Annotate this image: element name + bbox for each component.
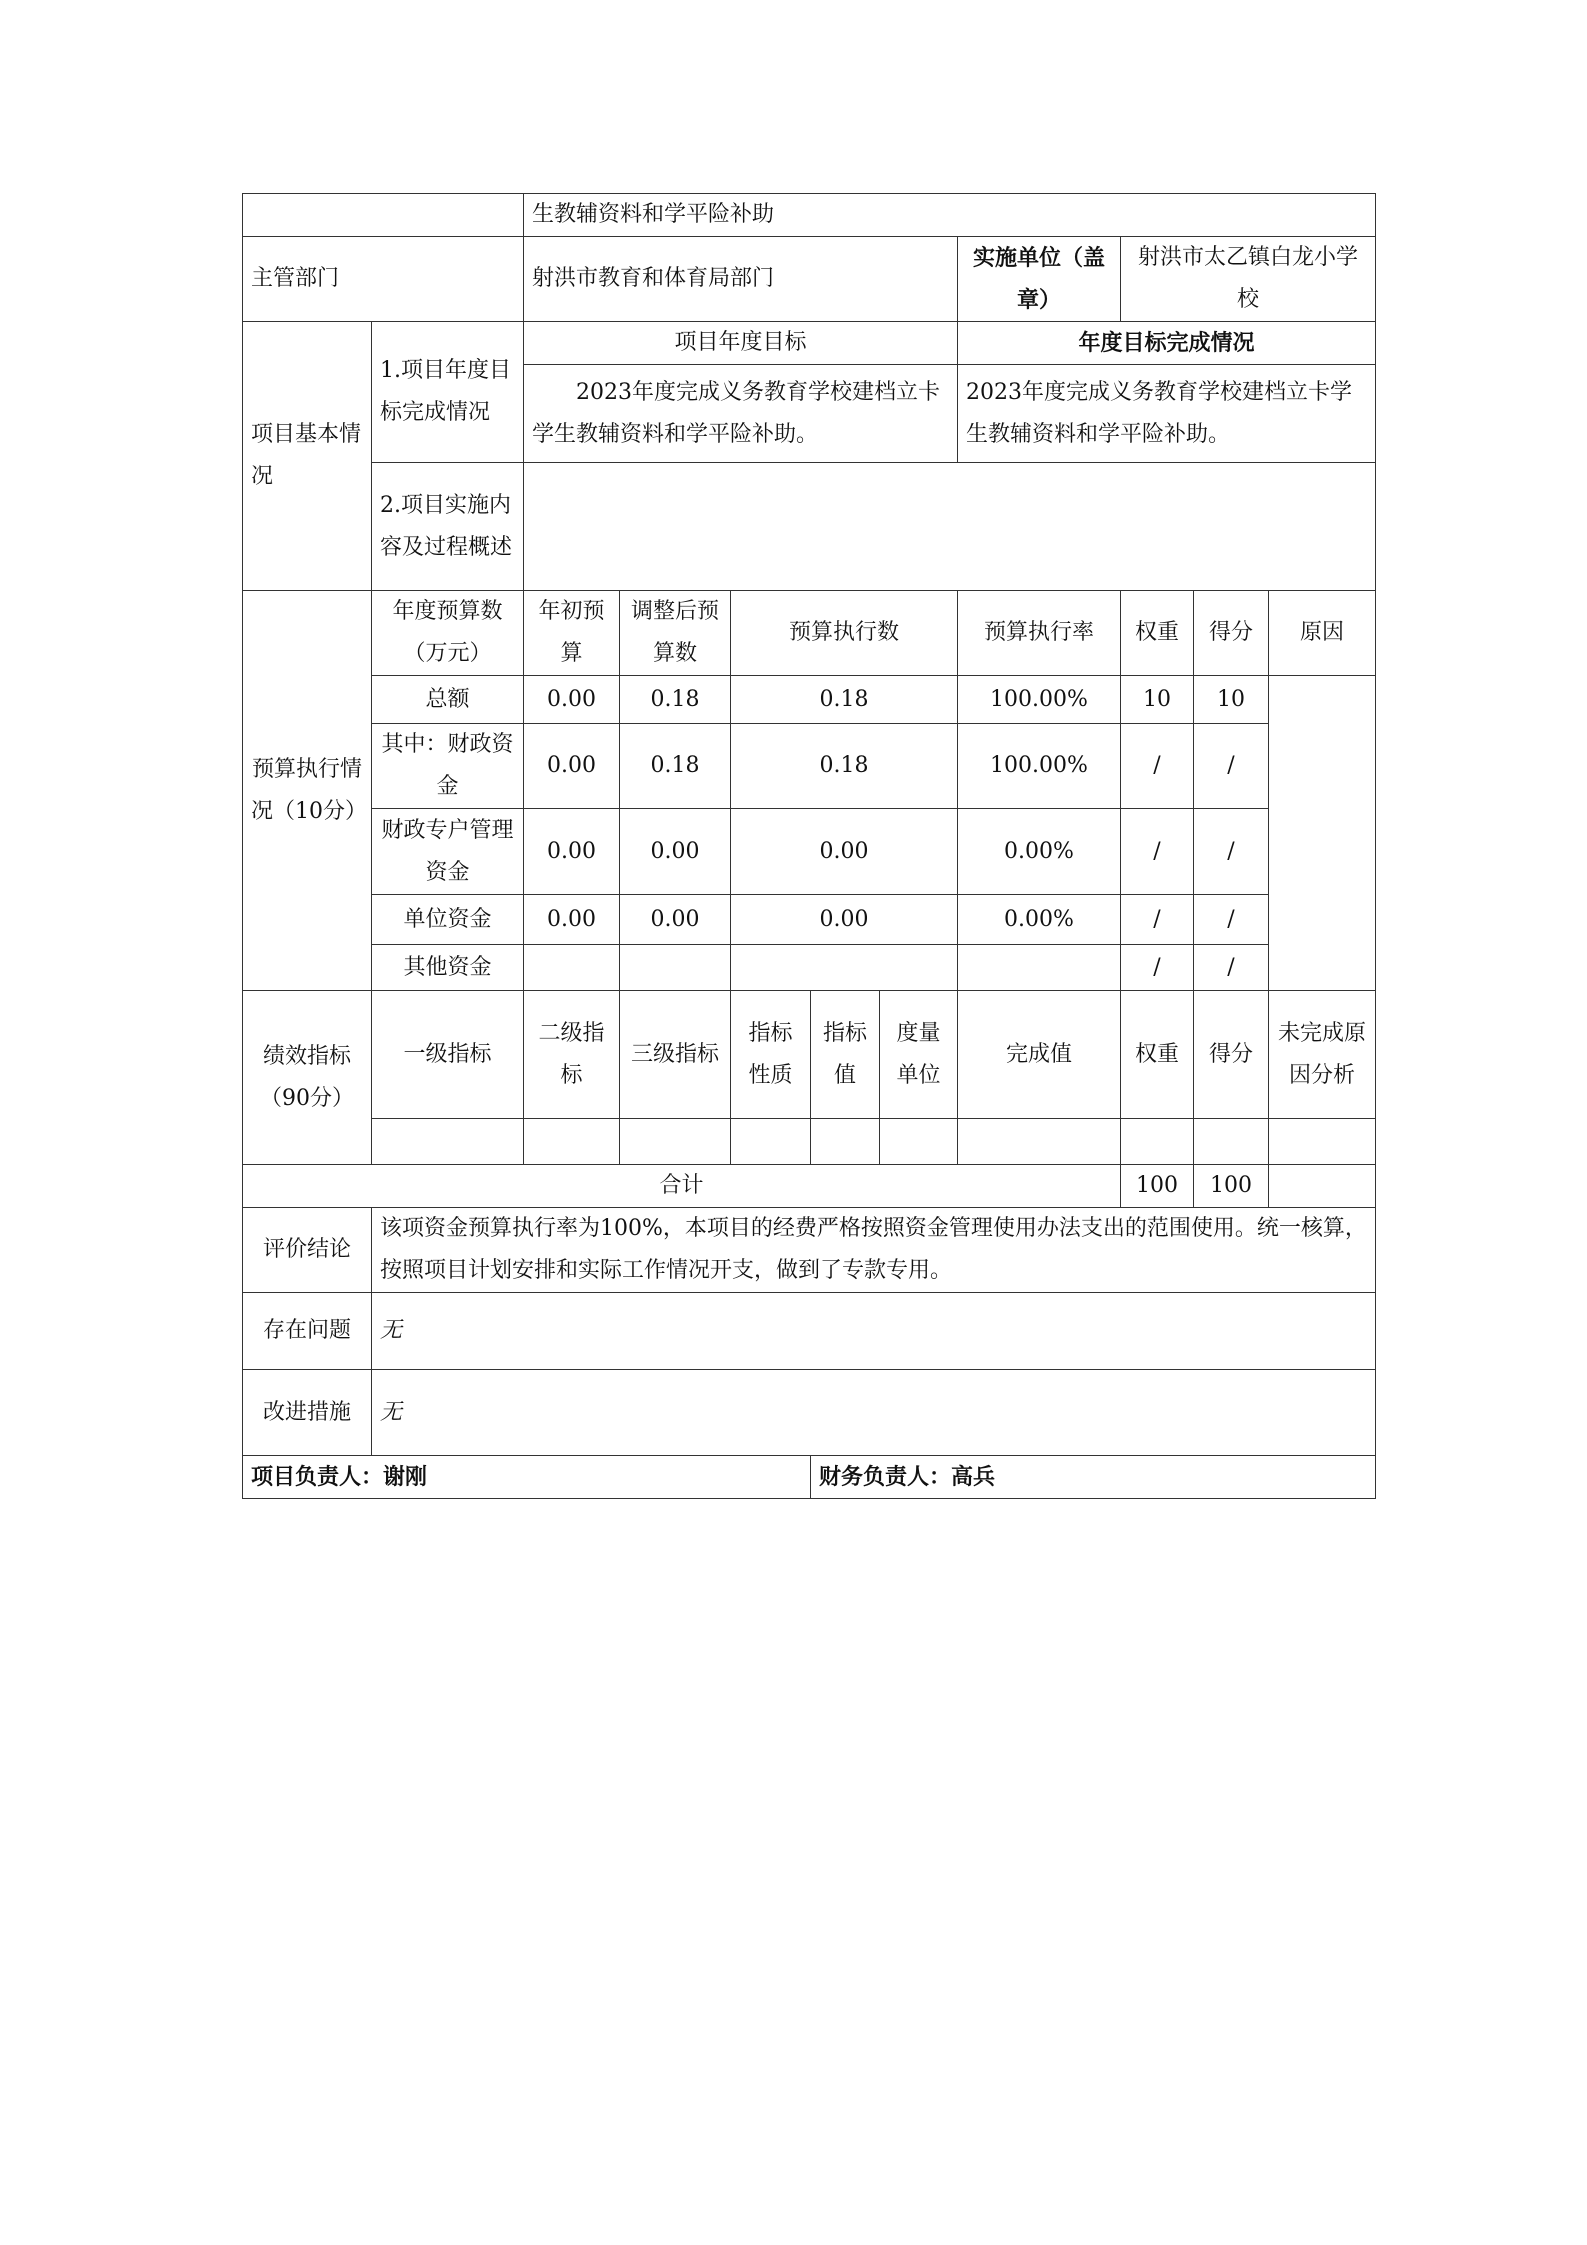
budget-header-reason: 原因	[1269, 591, 1376, 676]
budget-reason-cell	[1269, 676, 1376, 991]
budget-header-annual: 年度预算数（万元）	[372, 591, 524, 676]
budget-row-name: 单位资金	[372, 895, 524, 945]
perf-cell	[1194, 1119, 1269, 1165]
total-label: 合计	[243, 1165, 1121, 1208]
performance-header-row	[243, 991, 1376, 1119]
perf-cell	[811, 1119, 880, 1165]
perf-header-weight: 权重	[1121, 991, 1194, 1119]
budget-row	[243, 809, 1376, 895]
budget-header-initial: 年初预算	[524, 591, 620, 676]
budget-row-weight: /	[1121, 724, 1194, 809]
performance-empty-row	[243, 1119, 1376, 1165]
perf-header-level2: 二级指标	[524, 991, 620, 1119]
budget-header-adjusted: 调整后预算数	[620, 591, 731, 676]
budget-row	[243, 945, 1376, 991]
budget-row-rate	[958, 945, 1121, 991]
budget-row-executed	[731, 945, 958, 991]
budget-row-score: 10	[1194, 676, 1269, 724]
total-weight: 100	[1121, 1165, 1194, 1208]
perf-header-level3: 三级指标	[620, 991, 731, 1119]
budget-header-executed: 预算执行数	[731, 591, 958, 676]
budget-row-adjusted	[620, 945, 731, 991]
perf-header-analysis: 未完成原因分析	[1269, 991, 1376, 1119]
performance-label: 绩效指标（90分）	[243, 991, 372, 1165]
completion-header: 年度目标完成情况	[958, 322, 1376, 365]
budget-row-score: /	[1194, 809, 1269, 895]
budget-row-adjusted: 0.00	[620, 895, 731, 945]
budget-row	[243, 676, 1376, 724]
total-empty-cell	[1269, 1165, 1376, 1208]
perf-cell	[524, 1119, 620, 1165]
budget-row-executed: 0.18	[731, 676, 958, 724]
project-name-row	[243, 194, 1376, 237]
measures-row	[243, 1370, 1376, 1456]
finance-lead: 财务负责人：高兵	[811, 1456, 1376, 1499]
dept-value: 射洪市教育和体育局部门	[524, 237, 958, 322]
perf-cell	[620, 1119, 731, 1165]
perf-header-nature: 指标性质	[731, 991, 811, 1119]
basic-label: 项目基本情况	[243, 322, 372, 591]
budget-row-initial: 0.00	[524, 895, 620, 945]
perf-header-score: 得分	[1194, 991, 1269, 1119]
budget-header-weight: 权重	[1121, 591, 1194, 676]
perf-cell	[1121, 1119, 1194, 1165]
budget-row-weight: /	[1121, 945, 1194, 991]
budget-header-rate: 预算执行率	[958, 591, 1121, 676]
budget-row-executed: 0.18	[731, 724, 958, 809]
project-name-label-cell	[243, 194, 524, 237]
conclusion-text: 该项资金预算执行率为100%，本项目的经费严格按照资金管理使用办法支出的范围使用。统一核算，按照项目计划安排和实际工作情况开支，做到了专款专用。	[372, 1208, 1376, 1293]
budget-header-row	[243, 591, 1376, 676]
budget-row-adjusted: 0.18	[620, 724, 731, 809]
implementation-row	[243, 463, 1376, 591]
budget-row-score: /	[1194, 895, 1269, 945]
budget-row-score: /	[1194, 724, 1269, 809]
perf-cell	[958, 1119, 1121, 1165]
conclusion-row	[243, 1208, 1376, 1293]
perf-header-value: 指标值	[811, 991, 880, 1119]
budget-row-executed: 0.00	[731, 895, 958, 945]
project-name: 生教辅资料和学平险补助	[524, 194, 1376, 237]
footer-row	[243, 1456, 1376, 1499]
total-row	[243, 1165, 1376, 1208]
budget-row-name: 其他资金	[372, 945, 524, 991]
basic-sub2-text	[524, 463, 1376, 591]
budget-row-rate: 100.00%	[958, 676, 1121, 724]
goal-text: 2023年度完成义务教育学校建档立卡学生教辅资料和学平险补助。	[524, 365, 958, 463]
budget-row-score: /	[1194, 945, 1269, 991]
budget-row	[243, 724, 1376, 809]
budget-row-name: 财政专户管理资金	[372, 809, 524, 895]
budget-row-rate: 100.00%	[958, 724, 1121, 809]
budget-row-adjusted: 0.00	[620, 809, 731, 895]
impl-value: 射洪市太乙镇白龙小学校	[1121, 237, 1376, 322]
budget-row-weight: /	[1121, 895, 1194, 945]
perf-header-level1: 一级指标	[372, 991, 524, 1119]
basic-sub2: 2.项目实施内容及过程概述	[372, 463, 524, 591]
goal-header: 项目年度目标	[524, 322, 958, 365]
perf-cell	[731, 1119, 811, 1165]
completion-text: 2023年度完成义务教育学校建档立卡学生教辅资料和学平险补助。	[958, 365, 1376, 463]
budget-row-initial: 0.00	[524, 676, 620, 724]
issues-label: 存在问题	[243, 1293, 372, 1370]
basic-sub1: 1.项目年度目标完成情况	[372, 322, 524, 463]
perf-header-unit: 度量单位	[880, 991, 958, 1119]
budget-row-name: 总额	[372, 676, 524, 724]
budget-label: 预算执行情况（10分）	[243, 591, 372, 991]
impl-label: 实施单位（盖章）	[958, 237, 1121, 322]
budget-row-name: 其中：财政资金	[372, 724, 524, 809]
budget-row-rate: 0.00%	[958, 895, 1121, 945]
budget-row-executed: 0.00	[731, 809, 958, 895]
budget-header-score: 得分	[1194, 591, 1269, 676]
measures-label: 改进措施	[243, 1370, 372, 1456]
total-score: 100	[1194, 1165, 1269, 1208]
performance-evaluation-table	[242, 193, 1376, 1499]
budget-row-initial: 0.00	[524, 809, 620, 895]
perf-cell	[1269, 1119, 1376, 1165]
department-row	[243, 237, 1376, 322]
project-lead: 项目负责人：谢刚	[243, 1456, 811, 1499]
budget-row-rate: 0.00%	[958, 809, 1121, 895]
measures-text: 无	[372, 1370, 1376, 1456]
perf-header-completed: 完成值	[958, 991, 1121, 1119]
budget-row-adjusted: 0.18	[620, 676, 731, 724]
budget-row-initial: 0.00	[524, 724, 620, 809]
budget-row-initial	[524, 945, 620, 991]
issues-row	[243, 1293, 1376, 1370]
perf-cell	[880, 1119, 958, 1165]
conclusion-label: 评价结论	[243, 1208, 372, 1293]
goal-header-row	[243, 322, 1376, 365]
issues-text: 无	[372, 1293, 1376, 1370]
budget-row-weight: /	[1121, 809, 1194, 895]
budget-row	[243, 895, 1376, 945]
dept-label: 主管部门	[243, 237, 524, 322]
budget-row-weight: 10	[1121, 676, 1194, 724]
perf-cell	[372, 1119, 524, 1165]
